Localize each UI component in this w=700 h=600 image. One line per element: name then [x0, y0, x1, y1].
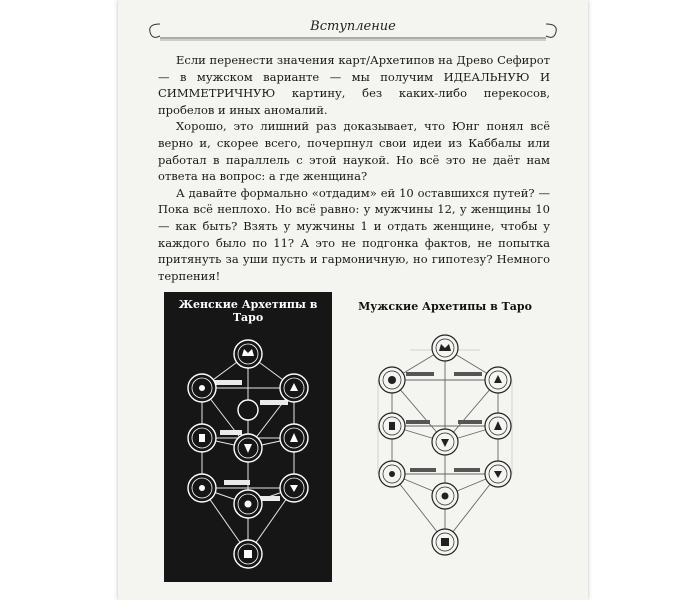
male-tree-diagram: [350, 292, 540, 582]
chapter-title: Вступление: [310, 19, 396, 34]
paragraph-1: Если перенести значения карт/Архетипов на Древо Сефирот — в мужском варианте — мы получим ИДЕАЛЬНУЮ И СИММЕТРИЧНУЮ картину, без каких-либо перекосов, пробелов и иных аномалий.: [158, 53, 550, 117]
male-figure-title: Мужские Архетипы в Таро: [358, 300, 532, 313]
chapter-header: [146, 14, 560, 44]
male-path-labels: [406, 372, 482, 472]
female-figure-title: Женские Архетипы в Таро: [178, 298, 318, 324]
body-text: [158, 52, 550, 284]
paragraph-2: Хорошо, это лишний раз доказывает, что Юнг понял всё верно и, скорее всего, почерпнул свои идеи из Каббалы или работал в параллель с этой наукой. Но всё это не даёт нам ответа на вопрос: а где женщина?: [158, 119, 550, 184]
book-page: [118, 0, 588, 600]
male-archetypes-figure: [350, 292, 540, 582]
female-tree-diagram: [164, 292, 332, 582]
female-archetypes-figure: [164, 292, 332, 582]
paragraph-3: А давайте формально «отдадим» ей 10 оставшихся путей? — Пока всё неплохо. Но всё равно: у мужчины 12, у женщины 10 — как быть? Взять у мужчины 1 и отдать женщине, чтобы у каждого было по 11? А это не подгонка фактов, не попытка притянуть за уши пусть и гармоничную, но гипотезу? Немного терпения!: [158, 185, 550, 283]
